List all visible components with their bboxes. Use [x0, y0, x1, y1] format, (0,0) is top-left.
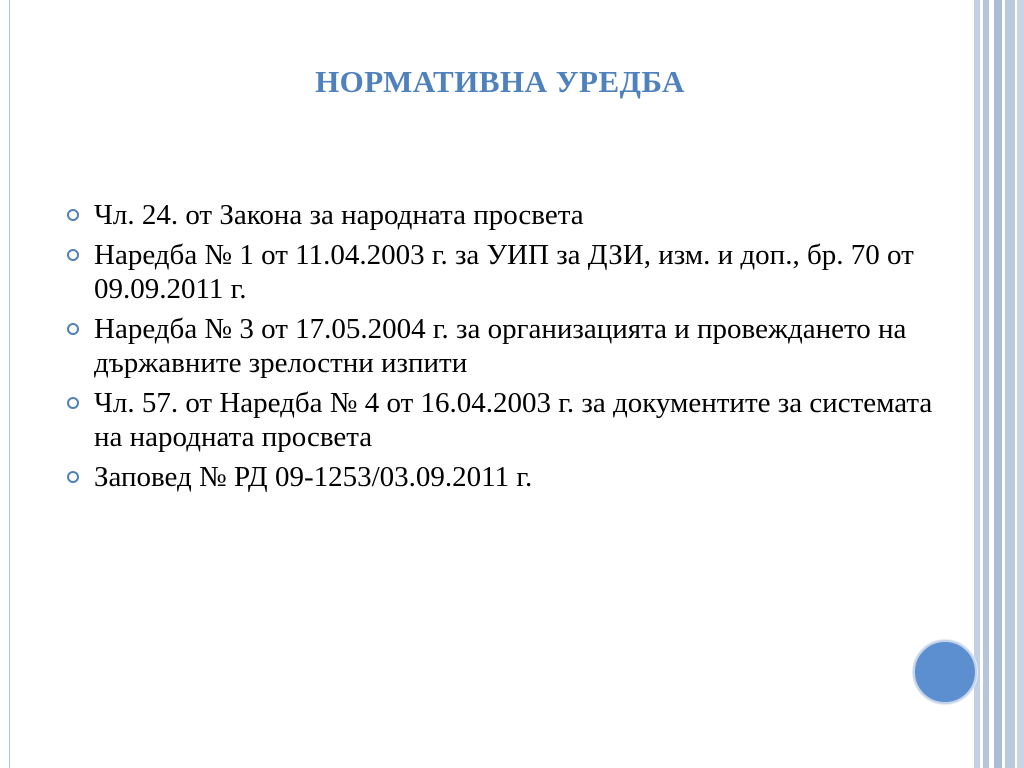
list-item-text: Наредба № 1 от 11.04.2003 г. за УИП за ДЗИ, изм. и доп., бр. 70 от 09.09.2011 г.: [94, 239, 914, 305]
list-item-text: Чл. 24. от Закона за народната просвета: [94, 199, 584, 231]
list-item: [66, 198, 946, 232]
list-item-text: Заповед № РД 09-1253/03.09.2011 г.: [94, 461, 533, 493]
list-item: [66, 312, 946, 380]
hollow-circle-bullet-icon: [67, 323, 79, 335]
list-item-text: Наредба № 3 от 17.05.2004 г. за организацията и провеждането на държавните зрелостни изпити: [94, 313, 907, 379]
hollow-circle-bullet-icon: [67, 397, 79, 409]
blue-circle-icon: [913, 640, 977, 704]
hollow-circle-bullet-icon: [67, 471, 79, 483]
frame-left-line: [9, 0, 10, 768]
hollow-circle-bullet-icon: [67, 249, 79, 261]
list-item-text: Чл. 57. от Наредба № 4 от 16.04.2003 г. за документите за системата на народната просвета: [94, 387, 933, 453]
list-item: [66, 238, 946, 306]
bullet-list: [66, 198, 946, 500]
slide-title: НОРМАТИВНА УРЕДБА: [315, 64, 685, 99]
list-item: [66, 460, 946, 494]
hollow-circle-bullet-icon: [67, 209, 79, 221]
frame-right-stripes: [974, 0, 1024, 768]
list-item: [66, 386, 946, 454]
